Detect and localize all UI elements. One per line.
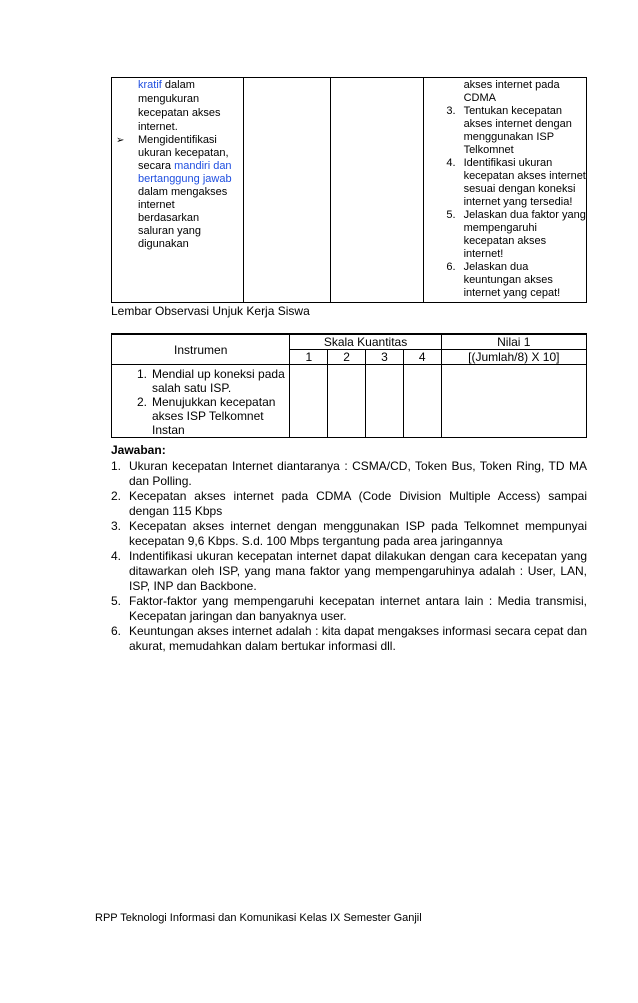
item-text: Menujukkan kecepatan akses ISP Telkomnet Instan (152, 395, 276, 437)
text-span: saluran yang (138, 225, 201, 237)
objectives-cell (112, 78, 244, 303)
item-text: Jelaskan dua keuntungan akses internet yang cepat! (463, 261, 561, 299)
answers-list (111, 459, 587, 654)
text-line (138, 225, 232, 238)
item-number: 4. (111, 549, 122, 563)
text-line (112, 78, 243, 92)
item-number: 5. (111, 594, 122, 608)
item-number: 4. (446, 157, 456, 169)
item-number: 5. (446, 209, 456, 221)
text-line (112, 106, 243, 120)
text-line (138, 147, 232, 160)
item-number: 2. (136, 395, 147, 409)
text-span: secara (138, 160, 175, 172)
instrument-items-cell (112, 365, 290, 438)
answer-item (111, 459, 587, 489)
scale-2: 2 (328, 350, 366, 365)
text-span: mandiri dan (174, 160, 232, 172)
text-line (138, 173, 232, 186)
item-number: 1. (136, 367, 147, 381)
text-line (138, 212, 232, 225)
item-number: 1. (111, 459, 122, 473)
score-cell (290, 365, 328, 438)
observation-caption: Lembar Observasi Unjuk Kerja Siswa (111, 304, 310, 318)
item-number: 3. (446, 105, 456, 117)
instrument-items-list (112, 365, 289, 437)
item-number: 3. (111, 519, 122, 533)
text-line (112, 120, 243, 134)
text-span: berdasarkan (138, 212, 200, 224)
score-cell (403, 365, 441, 438)
instructions-cell (423, 78, 586, 303)
text-span: ukuran kecepatan, (138, 147, 229, 159)
scale-3: 3 (366, 350, 404, 365)
header-nilai-formula: [(Jumlah/8) X 10] (441, 350, 586, 365)
objectives-text (112, 78, 243, 134)
item-text: Indentifikasi ukuran kecepatan internet dapat dilakukan dengan cara kecepatan yang ditawarkan oleh ISP, yang mana faktor yang mempengaruhinya adalah : User, LAN, ISP, INP dan Backbone. (129, 549, 587, 593)
answer-item (111, 594, 587, 624)
arrow-bullet-icon: ➢ (116, 135, 125, 146)
objective-bullet (112, 134, 243, 251)
answer-item (111, 519, 587, 549)
text-line (138, 199, 232, 212)
text-span: internet (138, 199, 175, 211)
instrument-item (112, 367, 289, 395)
answer-item (111, 549, 587, 594)
answer-item (111, 624, 587, 654)
score-cell (366, 365, 404, 438)
text-line (138, 134, 232, 147)
scale-1: 1 (290, 350, 328, 365)
text-span: kecepatan akses (138, 107, 221, 119)
header-skala-kuantitas: Skala Kuantitas (290, 334, 441, 350)
item-text: akses internet pada CDMA (463, 79, 560, 104)
text-line (138, 160, 232, 173)
instrument-item (112, 395, 289, 437)
header-nilai: Nilai 1 (441, 334, 586, 350)
item-text: Mendial up koneksi pada salah satu ISP. (152, 367, 285, 395)
observation-table (111, 333, 587, 438)
header-instrumen: Instrumen (112, 334, 290, 365)
learning-plan-table (111, 77, 587, 303)
answers-section (111, 443, 587, 654)
scale-4: 4 (403, 350, 441, 365)
text-span: kratif (138, 79, 162, 91)
answers-heading: Jawaban: (111, 443, 166, 457)
instruction-item (424, 261, 586, 300)
text-line (112, 92, 243, 106)
item-text: Jelaskan dua faktor yang mempengaruhi kecepatan akses internet! (463, 209, 586, 260)
instruction-item (424, 79, 586, 105)
objective-bullet-text (138, 134, 232, 251)
item-number: 6. (446, 261, 456, 273)
item-number: 2. (111, 489, 122, 503)
text-span: digunakan (138, 238, 189, 250)
instruction-item (424, 209, 586, 261)
text-line (138, 238, 232, 251)
score-cell (328, 365, 366, 438)
empty-cell (243, 78, 330, 303)
item-number: 6. (111, 624, 122, 638)
text-span: mengukuran (138, 93, 200, 105)
empty-cell (330, 78, 423, 303)
text-span: dalam (161, 79, 195, 91)
nilai-cell (441, 365, 586, 438)
item-text: Kecepatan akses internet dengan menggunakan ISP pada Telkomnet mempunyai kecepatan 9,6 Kbps. S.d. 100 Mbps tergantung pada area jaringannya (129, 519, 587, 548)
instructions-list (424, 78, 586, 302)
item-text: Keuntungan akses internet adalah : kita dapat mengakses informasi secara cepat dan akurat, memudahkan dalam bertukar informasi dll. (129, 624, 587, 653)
instruction-item (424, 105, 586, 157)
text-span: Mengidentifikasi (138, 134, 217, 146)
page-footer: RPP Teknologi Informasi dan Komunikasi Kelas IX Semester Ganjil (95, 912, 422, 924)
item-text: Ukuran kecepatan Internet diantaranya : CSMA/CD, Token Bus, Token Ring, TD MA dan Polling. (129, 459, 587, 488)
text-span: internet. (138, 121, 178, 133)
text-line (138, 186, 232, 199)
answer-item (111, 489, 587, 519)
item-text: Kecepatan akses internet pada CDMA (Code Division Multiple Access) sampai dengan 115 Kbps (129, 489, 587, 518)
text-span: dalam mengakses (138, 186, 228, 198)
text-span: bertanggung jawab (138, 173, 232, 185)
item-text: Faktor-faktor yang mempengaruhi kecepatan internet antara lain : Media transmisi, Kecepatan jaringan dan banyaknya user. (129, 594, 587, 623)
instruction-item (424, 157, 586, 209)
item-text: Identifikasi ukuran kecepatan akses internet sesuai dengan koneksi internet yang tersedia! (463, 157, 586, 208)
item-text: Tentukan kecepatan akses internet dengan menggunakan ISP Telkomnet (463, 105, 572, 156)
